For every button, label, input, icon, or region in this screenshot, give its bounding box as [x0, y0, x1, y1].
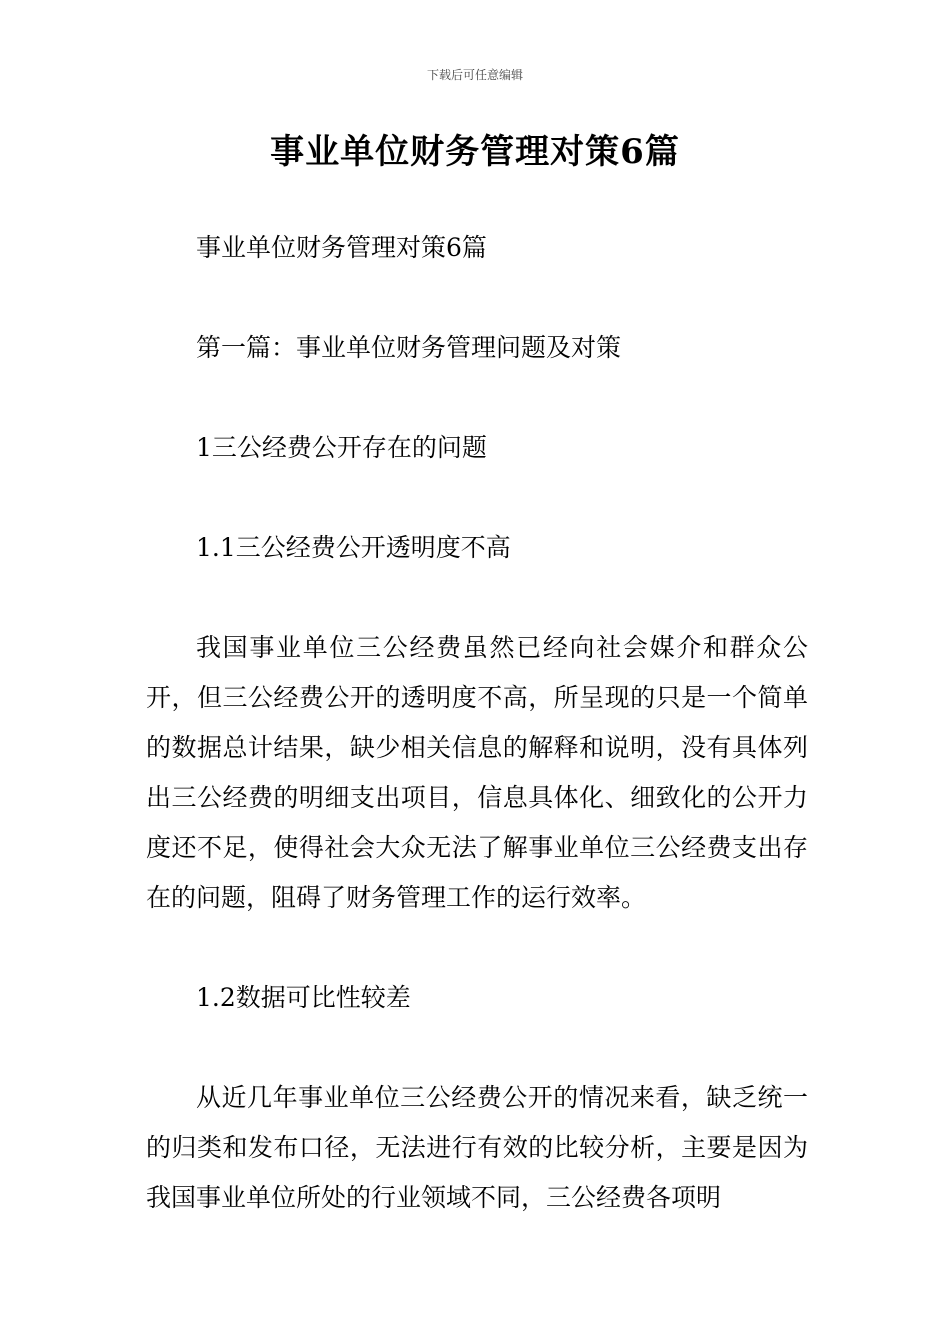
chapter-heading: 第一篇：事业单位财务管理问题及对策 — [196, 333, 622, 362]
section-heading-1-2: 1.2数据可比性较差 — [196, 983, 411, 1012]
header-note: 下载后可任意编辑 — [426, 68, 523, 82]
section-heading-1: 1三公经费公开存在的问题 — [196, 433, 487, 462]
section-heading-1-1: 1.1三公经费公开透明度不高 — [196, 533, 511, 562]
subtitle-line: 事业单位财务管理对策6篇 — [196, 233, 487, 262]
body-paragraph-1: 我国事业单位三公经费虽然已经向社会媒介和群众公开，但三公经费公开的透明度不高，所呈现的只是一个简单的数据总计结果，缺少相关信息的解释和说明，没有具体列出三公经费的明细支出项目，信息具体化、细致化的公开力度还不足，使得社会大众无法了解事业单位三公经费支出存在的问题，阻碍了财务管理工作的运行效率。 — [146, 633, 808, 912]
document-title: 事业单位财务管理对策6篇 — [270, 132, 680, 172]
body-paragraph-2: 从近几年事业单位三公经费公开的情况来看，缺乏统一的归类和发布口径，无法进行有效的比较分析，主要是因为我国事业单位所处的行业领域不同，三公经费各项明 — [146, 1083, 808, 1212]
